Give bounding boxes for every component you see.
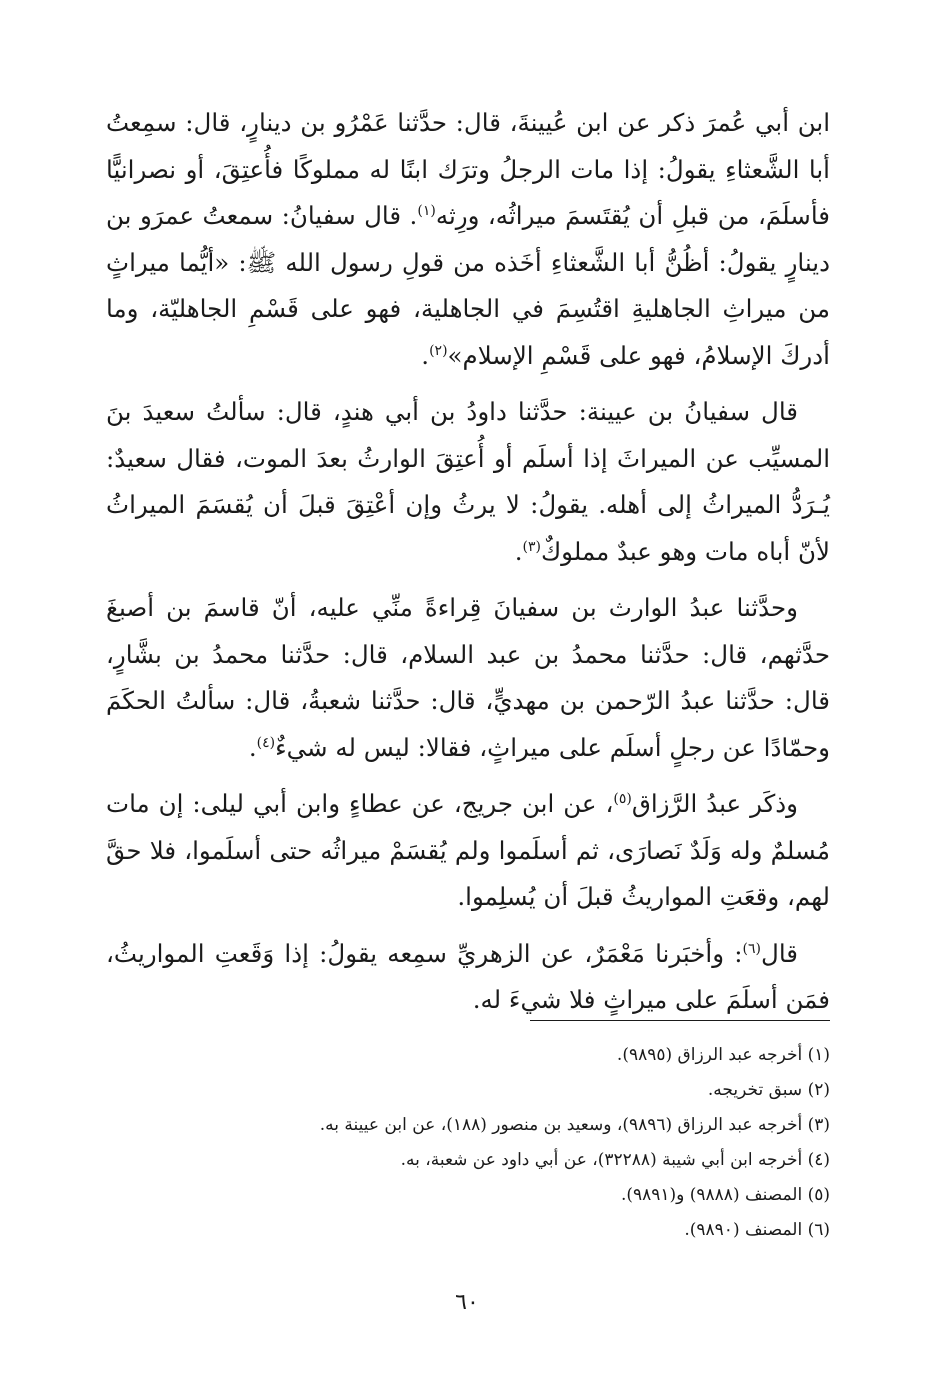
paragraph-text: وحدَّثنا عبدُ الوارث بن سفيانَ قِراءةً منِّي عليه، أنّ قاسمَ بن أصبغَ حدَّثهم، قال: حدَّثنا محمدُ بن عبد السلام، قال: حدَّثنا محمدُ بن بشَّارٍ، قال: حدَّثنا عبدُ الرّحمن بن مهديٍّ، قال: حدَّثنا شعبةُ، قال: سألتُ الحكَمَ وحمّادًا عن رجلٍ أسلَم على ميراثٍ، فقالا: ليس له شيءٌ xyxy=(106,593,830,762)
paragraph-text: : وأخبَرنا مَعْمَرٌ، عن الزهريِّ سمِعه يقولُ: إذا وَقَعتِ المواريثُ، فمَن أسلَمَ على ميراثٍ فلا شيءَ له. xyxy=(106,938,830,1014)
paragraph-2 xyxy=(106,389,830,575)
footnote-4: (٤) أخرجه ابن أبي شيبة (٣٢٢٨٨)، عن أبي داود عن شعبة، به. xyxy=(400,1150,830,1170)
paragraph-1 xyxy=(106,100,830,379)
paragraph-4 xyxy=(106,781,830,921)
paragraph-text: . قال سفيانُ: سمعتُ عمرَو بن دينارٍ يقولُ: أظُنُّ أبا الشَّعثاءِ أخَذه من قولِ رسول الله ﷺ: «أيُّما ميراثٍ من ميراثِ الجاهليةِ اقتُسِمَ في الجاهلية، فهو على قَسْمِ الجاهليّة، وما أدركَ الإسلامُ، فهو على قَسْمِ الإسلام» xyxy=(106,201,830,370)
paragraph-text: قال سفيانُ بن عيينة: حدَّثنا داودُ بن أبي هندٍ، قال: سألتُ سعيدَ بنَ المسيِّب عن الميراثَ إذا أسلَم أو أُعتِقَ الوارثُ بعدَ الموت، فقال سعيدٌ: يُـرَدُّ الميراثُ إلى أهله. يقولُ: لا يرثُ وإن أعْتِقَ قبلَ أن يُقسَمَ الميراثُ لأنّ أباه مات وهو عبدٌ مملوكٌ xyxy=(106,397,830,566)
paragraph-text: . xyxy=(421,340,430,370)
paragraph-text: قال xyxy=(761,938,798,968)
footnote-ref[interactable]: (٥) xyxy=(613,790,632,807)
paragraph-5 xyxy=(106,931,830,1024)
footnote-ref[interactable]: (٢) xyxy=(429,342,448,359)
paragraph-text: ، عن ابن جريج، عن عطاءٍ وابن أبي ليلى: إن مات مُسلمٌ وله وَلَدٌ نَصارَى، ثم أسلَموا ولم يُقسَمْ ميراثُه حتى أسلَموا، فلا حقَّ لهم، وقعَتِ المواريثُ قبلَ أن يُسلِموا. xyxy=(106,789,830,911)
paragraph-3 xyxy=(106,585,830,771)
footnote-6: (٦) المصنف (٩٨٩٠). xyxy=(684,1220,830,1240)
paragraph-text: . xyxy=(248,732,257,762)
footnotes xyxy=(106,1038,830,1248)
footnote-ref[interactable]: (٤) xyxy=(256,734,276,751)
paragraph-text: وذكَر عبدُ الرَّزاق xyxy=(631,789,798,818)
paragraph-text: . xyxy=(514,536,523,566)
footnote-3: (٣) أخرجه عبد الرزاق (٩٨٩٦)، وسعيد بن منصور (١٨٨)، عن ابن عيينة به. xyxy=(319,1115,830,1135)
footnote-ref[interactable]: (١) xyxy=(417,202,436,219)
footnote-5: (٥) المصنف (٩٨٨٨) و(٩٨٩١). xyxy=(620,1185,830,1205)
paragraph-text: ابن أبي عُمرَ ذكر عن ابن عُيينةَ، قال: حدَّثنا عَمْرُو بن دينارٍ، قال: سمِعتُ أبا الشَّعثاءِ يقولُ: إذا مات الرجلُ وترَك ابنًا له مملوكًا فأُعتِقَ، أو نصرانيًّا فأسلَمَ، من قبلِ أن يُقتَسمَ ميراثُه، ورِثه xyxy=(106,108,831,230)
main-text xyxy=(106,100,830,1034)
footnote-separator xyxy=(530,1020,830,1021)
footnote-ref[interactable]: (٣) xyxy=(522,538,541,555)
footnote-2: (٢) سبق تخريجه. xyxy=(707,1080,830,1100)
footnote-ref[interactable]: (٦) xyxy=(742,940,762,957)
footnote-1: (١) أخرجه عبد الرزاق (٩٨٩٥). xyxy=(616,1045,830,1065)
page-number: ٦٠ xyxy=(455,1290,479,1315)
